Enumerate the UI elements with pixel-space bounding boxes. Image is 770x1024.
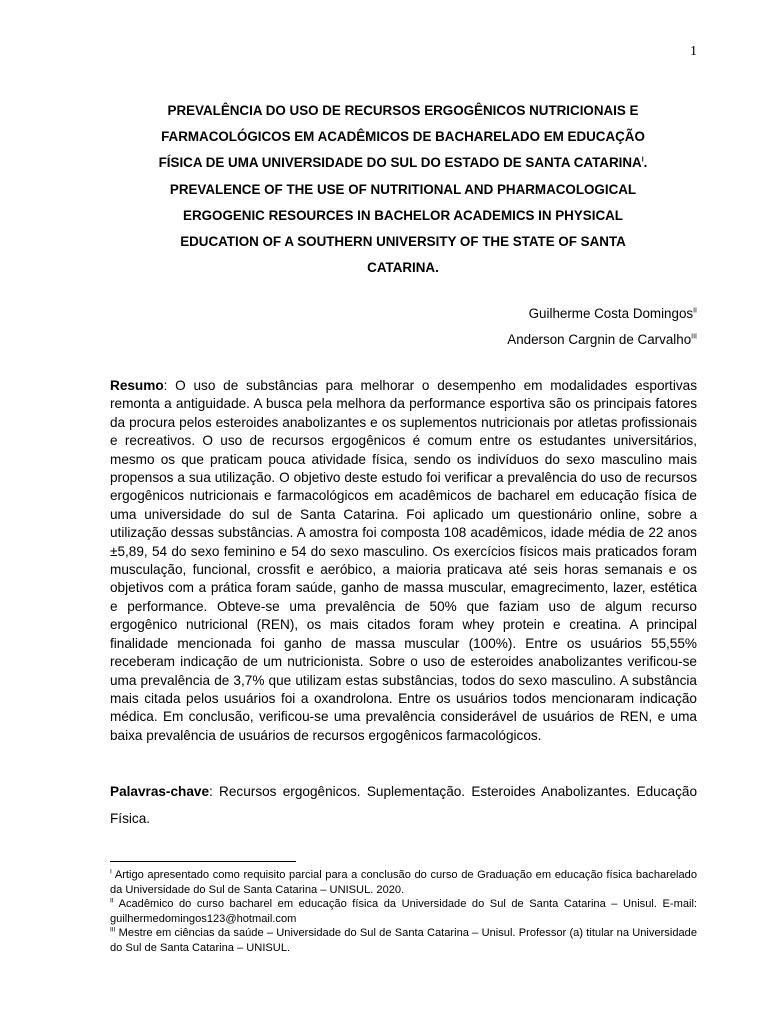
footnote-1 xyxy=(110,868,697,897)
title-pt-line-1: PREVALÊNCIA DO USO DE RECURSOS ERGOGÊNICOS NUTRICIONAIS E xyxy=(167,103,639,118)
author-1 xyxy=(507,301,697,327)
title-en-line-3: EDUCATION OF A SOUTHERN UNIVERSITY OF THE STATE OF SANTA xyxy=(180,234,626,250)
author-2-name: Anderson Cargnin de Carvalho xyxy=(507,332,692,347)
title-en-line-2: ERGOGENIC RESOURCES IN BACHELOR ACADEMICS IN PHYSICAL xyxy=(183,207,623,223)
footnote-2-text: Acadêmico do curso bacharel em educação física da Universidade do Sul de Santa Catarina – Unisul. E-mail: guilhermedomingos123@hotmail.com xyxy=(110,898,697,925)
title-footnote-marker[interactable]: I xyxy=(641,156,644,164)
footnote-1-marker: I xyxy=(110,868,112,876)
footnote-1-text: Artigo apresentado como requisito parcial para a conclusão do curso de Graduação em educação física bacharelado da Universidade do Sul de Santa Catarina – UNISUL. 2020. xyxy=(110,869,697,896)
footnote-2 xyxy=(110,897,697,926)
author-1-name: Guilherme Costa Domingos xyxy=(528,306,694,321)
abstract-label: Resumo xyxy=(110,378,164,393)
abstract xyxy=(110,377,697,745)
keywords-label: Palavras-chave xyxy=(110,784,210,799)
author-1-marker[interactable]: II xyxy=(693,307,697,315)
keywords xyxy=(110,779,697,832)
footnote-2-marker: II xyxy=(110,897,114,905)
footnote-3-text: Mestre em ciências da saúde – Universidade do Sul de Santa Catarina – Unisul. Professor (a) titular na Universidade do Sul de Santa Catarina – UNISUL. xyxy=(110,927,697,954)
author-list xyxy=(507,301,697,353)
title-pt-end: . xyxy=(643,155,648,171)
page-number: 1 xyxy=(690,44,697,59)
author-2-marker[interactable]: III xyxy=(691,333,697,341)
title-en-line-1: PREVALENCE OF THE USE OF NUTRITIONAL AND PHARMACOLOGICAL xyxy=(169,181,637,197)
article-title xyxy=(110,98,696,281)
title-pt-line-3-text: FÍSICA DE UMA UNIVERSIDADE DO SUL DO ESTADO DE SANTA CATARINA xyxy=(158,155,642,171)
footnote-3 xyxy=(110,926,697,955)
author-2 xyxy=(507,327,697,353)
footnotes xyxy=(110,868,697,956)
abstract-text: : O uso de substâncias para melhorar o desempenho em modalidades esportivas remonta a antiguidade. A busca pela melhora da performance esportiva são os principais fatores da procura pelos esteroides anabolizantes e os suplementos nutricionais por atletas profissionais e recreativos. O uso de recursos ergogênicos é comum entre os estudantes universitários, mesmo os que praticam pouca atividade física, sendo os indivíduos do sexo masculino mais propensos a sua utilização. O objetivo deste estudo foi verificar a prevalência do uso de recursos ergogênicos nutricionais e farmacológicos em acadêmicos de bacharel em educação física de uma universidade do sul de Santa Catarina. Foi aplicado um questionário online, sobre a utilização dessas substâncias. A amostra foi composta 108 acadêmicos, idade média de 22 anos ±5,89, 54 do sexo feminino e 54 do sexo masculino. Os exercícios físicos mais praticados foram musculação, funcional, crossfit e aeróbico, a maioria praticava até seis horas semanais e os objetivos com a prática foram saúde, ganho de massa muscular, emagrecimento, lazer, estética e performance. Obteve-se uma prevalência de 50% que faziam uso de algum recurso ergogênico nutricional (REN), os mais citados foram whey protein e creatina. A principal finalidade mencionada foi ganho de massa muscular (100%). Entre os usuários 55,55% receberam indicação de um nutricionista. Sobre o uso de esteroides anabolizantes verificou-se uma prevalência de 3,7% que utilizam estas substâncias, todos do sexo masculino. A substância mais citada pelos usuários foi a oxandrolona. Entre os usuários todos mencionaram indicação médica. Em conclusão, verificou-se uma prevalência considerável de usuários de REN, e uma baixa prevalência de usuários de recursos ergogênicos farmacológicos. xyxy=(110,378,697,743)
title-en-line-4: CATARINA. xyxy=(367,260,439,276)
keywords-text: : Recursos ergogênicos. Suplementação. Esteroides Anabolizantes. Educação Física. xyxy=(110,784,697,826)
footnote-divider xyxy=(110,861,296,862)
footnote-3-marker: III xyxy=(110,926,116,934)
title-pt-line-2: FARMACOLÓGICOS EM ACADÊMICOS DE BACHARELADO EM EDUCAÇÃO xyxy=(161,129,645,145)
title-pt-line-3 xyxy=(110,150,696,176)
